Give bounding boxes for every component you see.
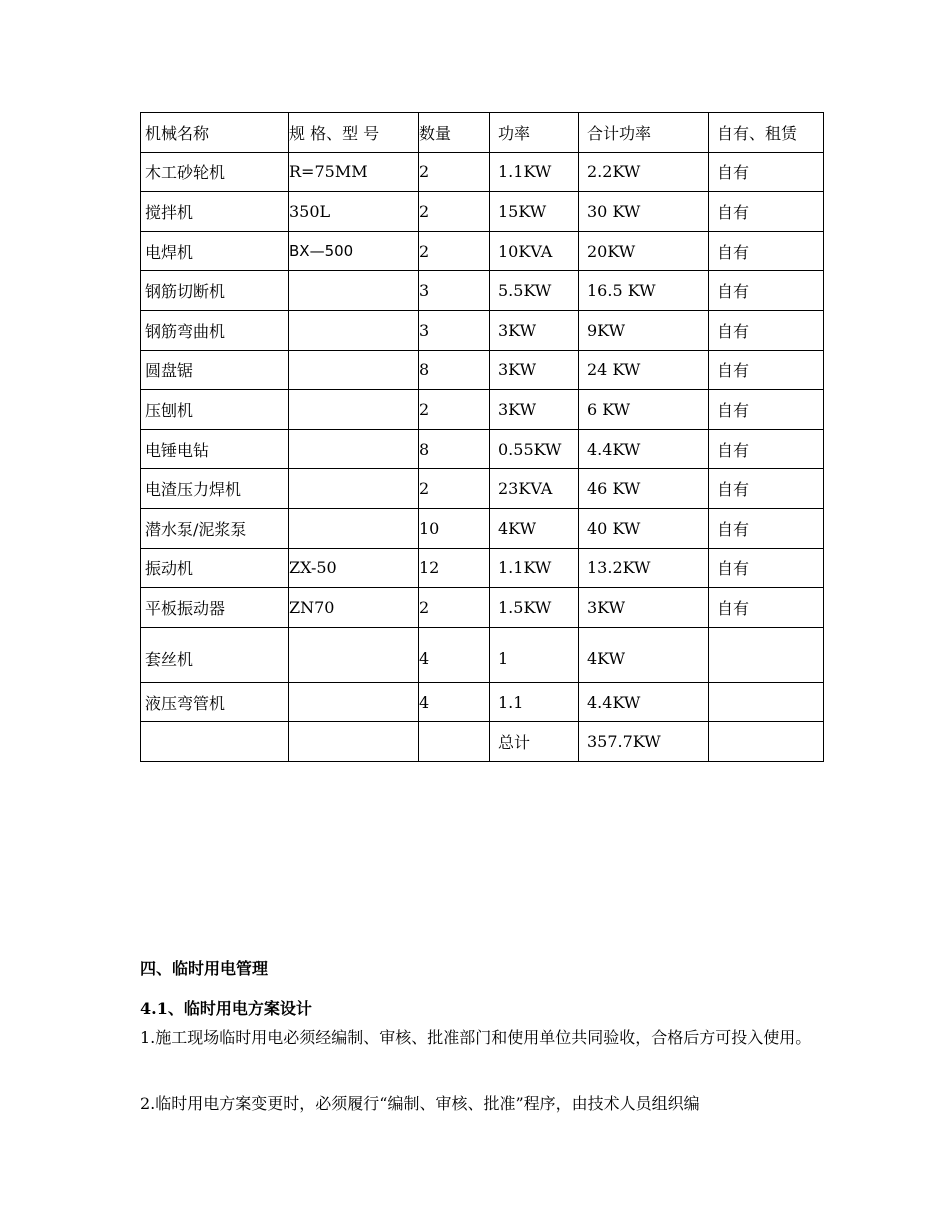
table-row (141, 508, 824, 548)
table-cell: 4 (419, 682, 490, 722)
table-cell: 自有 (709, 192, 824, 232)
table-cell: 3KW (490, 310, 579, 350)
header-cell: 规 格、型 号 (289, 113, 419, 153)
table-cell (289, 271, 419, 311)
table-cell: 1.1KW (490, 152, 579, 192)
table-cell: 1.1KW (490, 548, 579, 588)
table-cell (289, 310, 419, 350)
table-row (141, 548, 824, 588)
header-cell: 机械名称 (141, 113, 289, 153)
table-row (141, 310, 824, 350)
table-cell: 压刨机 (141, 390, 289, 430)
table-cell: 0.55KW (490, 429, 579, 469)
header-cell: 数量 (419, 113, 490, 153)
table-cell: 液压弯管机 (141, 682, 289, 722)
paragraph: 2.临时用电方案变更时，必须履行“编制、审核、批准”程序，由技术人员组织编 (140, 1094, 700, 1113)
table-row (141, 627, 824, 682)
table-cell: 2 (419, 192, 490, 232)
table-cell (709, 682, 824, 722)
table-cell: 2 (419, 231, 490, 271)
table-cell: 自有 (709, 271, 824, 311)
table-cell: 自有 (709, 152, 824, 192)
table-cell: 5.5KW (490, 271, 579, 311)
table-cell: 圆盘锯 (141, 350, 289, 390)
table-cell: 电渣压力焊机 (141, 469, 289, 509)
table-cell: 9KW (579, 310, 709, 350)
table-cell: 钢筋弯曲机 (141, 310, 289, 350)
table-cell: R=75MM (289, 152, 419, 192)
table-row (141, 588, 824, 628)
table-row (141, 231, 824, 271)
table-cell (289, 508, 419, 548)
table-cell: 10 (419, 508, 490, 548)
table-cell: 16.5 KW (579, 271, 709, 311)
table-cell: 24 KW (579, 350, 709, 390)
table-cell: 自有 (709, 508, 824, 548)
table-header-row (141, 113, 824, 153)
table-cell: 2 (419, 152, 490, 192)
table-cell: 平板振动器 (141, 588, 289, 628)
table-cell: 自有 (709, 588, 824, 628)
table-cell: 8 (419, 429, 490, 469)
table-cell (709, 722, 824, 762)
table-cell: BX—500 (289, 231, 419, 271)
table-row (141, 682, 824, 722)
table-cell: 2 (419, 588, 490, 628)
table-cell (289, 390, 419, 430)
table-cell: 电焊机 (141, 231, 289, 271)
table-cell: 自有 (709, 469, 824, 509)
table-cell: 潜水泵/泥浆泵 (141, 508, 289, 548)
table-cell: 自有 (709, 231, 824, 271)
table-cell: 木工砂轮机 (141, 152, 289, 192)
table-row (141, 722, 824, 762)
table-cell (289, 469, 419, 509)
table-row (141, 152, 824, 192)
table-cell: 15KW (490, 192, 579, 232)
table-cell: 4 (419, 627, 490, 682)
table-cell: 总计 (490, 722, 579, 762)
table-cell: ZX-50 (289, 548, 419, 588)
table-cell: 12 (419, 548, 490, 588)
table-cell: 2 (419, 469, 490, 509)
table-cell: 4KW (579, 627, 709, 682)
table-cell: 自有 (709, 548, 824, 588)
table-cell: 4.4KW (579, 682, 709, 722)
table-cell: 钢筋切断机 (141, 271, 289, 311)
table-cell: 3 (419, 310, 490, 350)
table-cell (289, 682, 419, 722)
section-title: 四、临时用电管理 (140, 959, 269, 978)
table-cell: 4KW (490, 508, 579, 548)
table-row (141, 350, 824, 390)
table-cell (289, 722, 419, 762)
table-cell: 8 (419, 350, 490, 390)
table-cell (419, 722, 490, 762)
table-cell: 350L (289, 192, 419, 232)
table-cell: 40 KW (579, 508, 709, 548)
table-cell (289, 350, 419, 390)
equipment-table (140, 112, 824, 762)
table-cell: 搅拌机 (141, 192, 289, 232)
table-cell: 套丝机 (141, 627, 289, 682)
table-cell: 1.1 (490, 682, 579, 722)
table-cell (289, 429, 419, 469)
table-cell: 2.2KW (579, 152, 709, 192)
table-cell: 46 KW (579, 469, 709, 509)
table-cell: 电锤电钻 (141, 429, 289, 469)
table-cell: 2 (419, 390, 490, 430)
paragraph: 1.施工现场临时用电必须经编制、审核、批准部门和使用单位共同验收，合格后方可投入使用。 (140, 1028, 812, 1047)
table-cell: 自有 (709, 350, 824, 390)
table-row (141, 390, 824, 430)
table-cell: 自有 (709, 310, 824, 350)
table-row (141, 192, 824, 232)
table-cell: 6 KW (579, 390, 709, 430)
table-cell (289, 627, 419, 682)
table-row (141, 469, 824, 509)
table-cell: 3KW (490, 390, 579, 430)
table-cell: 4.4KW (579, 429, 709, 469)
table-cell: 3KW (579, 588, 709, 628)
table-cell: 3 (419, 271, 490, 311)
table-cell: 自有 (709, 429, 824, 469)
table-cell: 357.7KW (579, 722, 709, 762)
table-cell: 10KVA (490, 231, 579, 271)
header-cell: 功率 (490, 113, 579, 153)
table-cell: 1.5KW (490, 588, 579, 628)
table-row (141, 271, 824, 311)
table-cell: ZN70 (289, 588, 419, 628)
table-row (141, 429, 824, 469)
table-cell: 30 KW (579, 192, 709, 232)
table-cell: 1 (490, 627, 579, 682)
table-cell: 23KVA (490, 469, 579, 509)
table-cell: 自有 (709, 390, 824, 430)
table-cell: 3KW (490, 350, 579, 390)
table-cell: 13.2KW (579, 548, 709, 588)
table-cell: 20KW (579, 231, 709, 271)
section-subtitle: 4.1、临时用电方案设计 (140, 999, 312, 1018)
table-cell (141, 722, 289, 762)
header-cell: 合计功率 (579, 113, 709, 153)
table-cell (709, 627, 824, 682)
table-cell: 振动机 (141, 548, 289, 588)
header-cell: 自有、租赁 (709, 113, 824, 153)
